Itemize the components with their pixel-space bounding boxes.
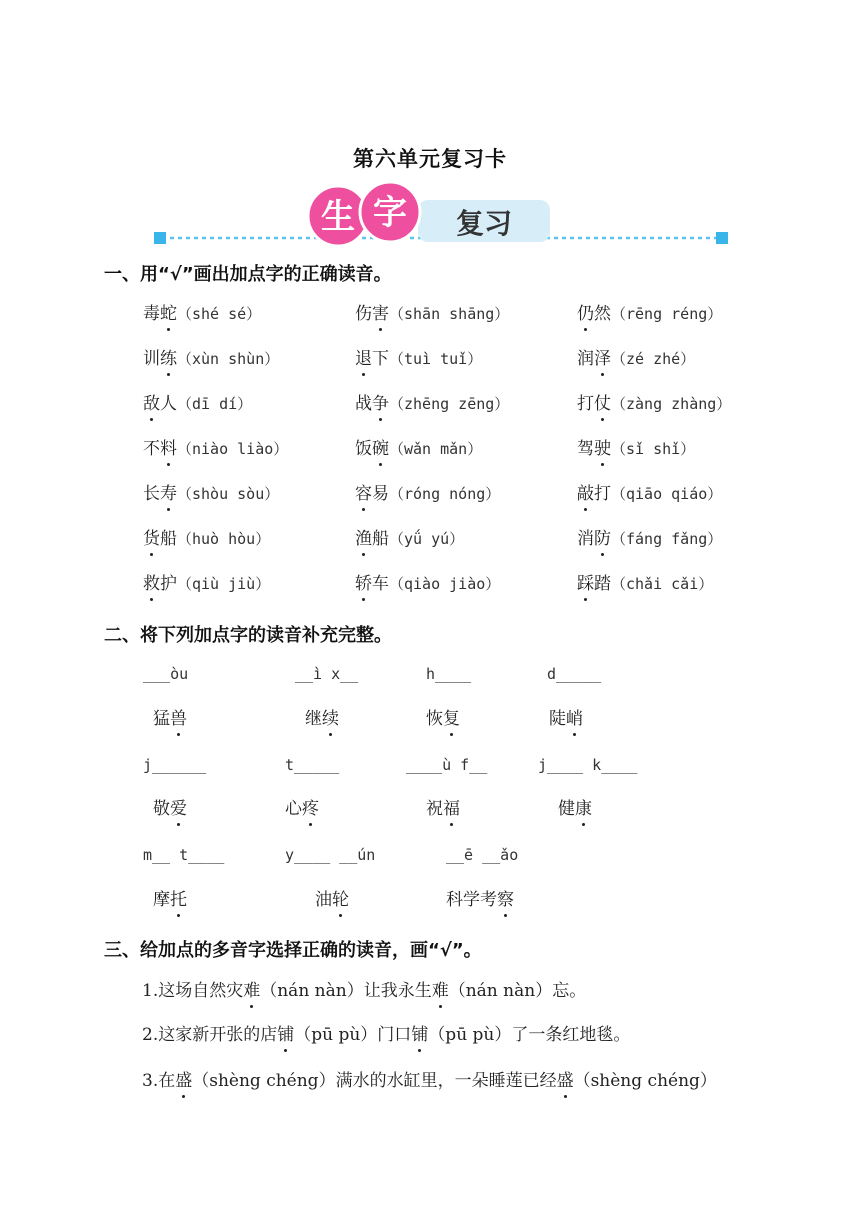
word-char: 陡 — [549, 709, 566, 729]
word-item — [315, 885, 349, 910]
word-char: 猛 — [153, 709, 170, 729]
sentence-text: 3.在 — [142, 1071, 176, 1091]
pinyin-options[interactable]: （shé sé） — [177, 305, 262, 323]
dotted-char: 寿 — [160, 479, 177, 504]
word-char: 训 — [143, 349, 160, 369]
word-char: 心 — [285, 799, 302, 819]
emphasis-dot — [177, 914, 180, 917]
word-item — [143, 434, 288, 459]
word-char: 润 — [577, 349, 594, 369]
pinyin-options[interactable]: （róng nóng） — [389, 485, 501, 503]
sentence-1 — [142, 976, 586, 1001]
pinyin-options[interactable]: （shān shāng） — [389, 305, 510, 323]
emphasis-dot — [309, 823, 312, 826]
word-char: 伤 — [355, 304, 372, 324]
pinyin-blank[interactable]: __ē __ǎo — [446, 846, 519, 864]
word-item — [577, 569, 713, 594]
word-item — [355, 524, 464, 549]
emphasis-dot — [582, 823, 585, 826]
word-char: 消 — [577, 529, 594, 549]
pinyin-options[interactable]: （tuì tuǐ） — [389, 350, 483, 368]
sentence-text: （pū pù）门口 — [294, 1025, 412, 1045]
emphasis-dot — [573, 733, 576, 736]
word-item — [577, 344, 695, 369]
pinyin-blank[interactable]: y____ __ún — [285, 846, 376, 864]
pinyin-options[interactable]: （qiào jiào） — [389, 575, 501, 593]
word-char: 然 — [594, 304, 611, 324]
sentence-text: （pū pù）了一条红地毯。 — [428, 1025, 631, 1045]
sentence-3 — [142, 1066, 717, 1091]
word-item — [577, 389, 731, 414]
dotted-char: 峭 — [566, 704, 583, 729]
page-title: 第六单元复习卡 — [353, 147, 507, 171]
dotted-char: 续 — [322, 704, 339, 729]
emphasis-dot — [379, 463, 382, 466]
dotted-char: 料 — [160, 434, 177, 459]
emphasis-dot — [584, 598, 587, 601]
emphasis-dot — [584, 328, 587, 331]
pinyin-options[interactable]: （huò hòu） — [177, 530, 271, 548]
dotted-char: 退 — [355, 344, 372, 369]
dotted-char: 害 — [372, 299, 389, 324]
word-char: 踏 — [594, 574, 611, 594]
emphasis-dot — [177, 733, 180, 736]
pinyin-blank[interactable]: t_____ — [285, 756, 340, 774]
word-char: 饭 — [355, 439, 372, 459]
emphasis-dot — [284, 1049, 287, 1052]
emphasis-dot — [601, 373, 604, 376]
word-char: 油 — [315, 890, 332, 910]
dotted-char: 敌 — [143, 389, 160, 414]
dotted-char: 福 — [443, 794, 460, 819]
word-item — [355, 344, 482, 369]
pinyin-blank[interactable]: __ì x__ — [295, 665, 359, 683]
sentence-text: 2.这家新开张的店 — [142, 1025, 278, 1045]
word-item — [549, 704, 583, 729]
sentence-text: （shèng chéng）满水的水缸里，一朵睡莲已经 — [192, 1071, 557, 1091]
section1-heading: 一、用“√”画出加点字的正确读音。 — [104, 264, 392, 285]
word-item — [285, 794, 319, 819]
word-item — [153, 885, 187, 910]
word-item — [143, 299, 261, 324]
dotted-char: 敲 — [577, 479, 594, 504]
word-item — [143, 524, 270, 549]
dotted-char: 铺 — [277, 1020, 294, 1045]
emphasis-dot — [362, 598, 365, 601]
pinyin-options[interactable]: （fáng fǎng） — [611, 530, 723, 548]
pinyin-options[interactable]: （shòu sòu） — [177, 485, 280, 503]
dotted-char: 铺 — [411, 1020, 428, 1045]
word-char: 继 — [305, 709, 322, 729]
word-char: 打 — [577, 394, 594, 414]
sentence-text: （nán nàn）忘。 — [448, 981, 587, 1001]
dotted-char: 泽 — [594, 344, 611, 369]
dotted-char: 轿 — [355, 569, 372, 594]
pinyin-blank[interactable]: ____ù f__ — [406, 756, 488, 774]
dotted-char: 轮 — [332, 885, 349, 910]
word-char: 船 — [160, 529, 177, 549]
emphasis-dot — [150, 598, 153, 601]
emphasis-dot — [167, 328, 170, 331]
dotted-char: 蛇 — [160, 299, 177, 324]
dotted-char: 防 — [594, 524, 611, 549]
word-item — [355, 434, 482, 459]
pinyin-options[interactable]: （zàng zhàng） — [611, 395, 732, 413]
emphasis-dot — [329, 733, 332, 736]
dotted-char: 兽 — [170, 704, 187, 729]
section3-heading: 三、给加点的多音字选择正确的读音，画“√”。 — [104, 940, 482, 961]
emphasis-dot — [564, 1095, 567, 1098]
pinyin-options[interactable]: （rēng réng） — [611, 305, 723, 323]
sentence-2 — [142, 1020, 630, 1045]
emphasis-dot — [150, 418, 153, 421]
word-char: 恢 — [426, 709, 443, 729]
word-char: 不 — [143, 439, 160, 459]
word-char: 船 — [372, 529, 389, 549]
dotted-char: 仍 — [577, 299, 594, 324]
word-item — [577, 524, 722, 549]
dotted-char: 争 — [372, 389, 389, 414]
pinyin-options[interactable]: （qiāo qiáo） — [611, 485, 723, 503]
emphasis-dot — [450, 823, 453, 826]
emphasis-dot — [250, 1005, 253, 1008]
pinyin-options[interactable]: （niào liào） — [177, 440, 289, 458]
word-item — [143, 389, 252, 414]
section2-heading: 二、将下列加点字的读音补充完整。 — [104, 625, 392, 646]
dotted-char: 仗 — [594, 389, 611, 414]
word-item — [577, 434, 695, 459]
word-item — [305, 704, 339, 729]
dotted-char: 货 — [143, 524, 160, 549]
dotted-char: 爱 — [170, 794, 187, 819]
dotted-char: 驶 — [594, 434, 611, 459]
emphasis-dot — [504, 914, 507, 917]
banner-label: 复习 — [455, 207, 513, 240]
dotted-char: 察 — [497, 885, 514, 910]
word-item — [355, 569, 500, 594]
emphasis-dot — [379, 418, 382, 421]
word-item — [143, 569, 270, 594]
pinyin-options[interactable]: （chǎi cǎi） — [611, 575, 714, 593]
word-char: 车 — [372, 574, 389, 594]
word-item — [153, 794, 187, 819]
dotted-char: 盛 — [175, 1066, 192, 1091]
word-item — [143, 479, 279, 504]
pinyin-blank[interactable]: h____ — [426, 665, 472, 683]
word-char: 护 — [160, 574, 177, 594]
emphasis-dot — [167, 373, 170, 376]
emphasis-dot — [167, 463, 170, 466]
pinyin-options[interactable]: （dī dí） — [177, 395, 253, 413]
emphasis-dot — [177, 823, 180, 826]
dotted-char: 盛 — [557, 1066, 574, 1091]
word-char: 科学考 — [446, 890, 497, 910]
word-char: 摩 — [153, 890, 170, 910]
dotted-char: 难 — [243, 976, 260, 1001]
word-item — [577, 299, 722, 324]
emphasis-dot — [339, 914, 342, 917]
emphasis-dot — [150, 553, 153, 556]
word-item — [355, 299, 509, 324]
pinyin-blank[interactable]: j____ k____ — [538, 756, 638, 774]
dotted-char: 踩 — [577, 569, 594, 594]
dotted-char: 康 — [575, 794, 592, 819]
dotted-char: 托 — [170, 885, 187, 910]
word-char: 祝 — [426, 799, 443, 819]
dotted-char: 容 — [355, 479, 372, 504]
word-item — [577, 479, 722, 504]
word-char: 打 — [594, 484, 611, 504]
banner-char-2: 字 — [373, 193, 407, 233]
word-item — [426, 704, 460, 729]
word-item — [355, 479, 500, 504]
dotted-char: 碗 — [372, 434, 389, 459]
emphasis-dot — [362, 373, 365, 376]
emphasis-dot — [379, 328, 382, 331]
word-char: 下 — [372, 349, 389, 369]
dotted-char: 疼 — [302, 794, 319, 819]
banner-right-square — [716, 232, 728, 244]
word-item — [143, 344, 279, 369]
banner-char-1: 生 — [321, 197, 355, 237]
emphasis-dot — [362, 508, 365, 511]
word-item — [426, 794, 460, 819]
pinyin-blank[interactable]: d_____ — [547, 665, 602, 683]
pinyin-options[interactable]: （qiù jiù） — [177, 575, 271, 593]
dotted-char: 渔 — [355, 524, 372, 549]
dotted-char: 难 — [432, 976, 449, 1001]
word-char: 战 — [355, 394, 372, 414]
word-char: 健 — [558, 799, 575, 819]
dotted-char: 复 — [443, 704, 460, 729]
pinyin-options[interactable]: （zhēng zēng） — [389, 395, 510, 413]
emphasis-dot — [182, 1095, 185, 1098]
emphasis-dot — [601, 463, 604, 466]
emphasis-dot — [450, 733, 453, 736]
section-banner — [154, 180, 728, 250]
sentence-text: 1.这场自然灾 — [142, 981, 244, 1001]
word-char: 人 — [160, 394, 177, 414]
word-item — [153, 704, 187, 729]
pinyin-blank[interactable]: m__ t____ — [143, 846, 225, 864]
word-char: 毒 — [143, 304, 160, 324]
pinyin-options[interactable]: （zé zhé） — [611, 350, 696, 368]
emphasis-dot — [167, 508, 170, 511]
word-char: 长 — [143, 484, 160, 504]
word-char: 驾 — [577, 439, 594, 459]
dotted-char: 救 — [143, 569, 160, 594]
word-item — [446, 885, 514, 910]
pinyin-options[interactable]: （yǘ yú） — [389, 530, 465, 548]
emphasis-dot — [362, 553, 365, 556]
pinyin-blank[interactable]: j______ — [143, 756, 207, 774]
word-char: 易 — [372, 484, 389, 504]
sentence-text: （nán nàn）让我永生 — [260, 981, 432, 1001]
word-item — [355, 389, 509, 414]
emphasis-dot — [601, 553, 604, 556]
pinyin-options[interactable]: （sǐ shǐ） — [611, 440, 696, 458]
emphasis-dot — [418, 1049, 421, 1052]
word-char: 敬 — [153, 799, 170, 819]
pinyin-options[interactable]: （wǎn mǎn） — [389, 440, 483, 458]
emphasis-dot — [439, 1005, 442, 1008]
banner-left-square — [154, 232, 166, 244]
pinyin-options[interactable]: （xùn shùn） — [177, 350, 280, 368]
emphasis-dot — [584, 508, 587, 511]
emphasis-dot — [601, 418, 604, 421]
word-item — [558, 794, 592, 819]
dotted-char: 练 — [160, 344, 177, 369]
pinyin-blank[interactable]: ___òu — [143, 665, 189, 683]
sentence-text: （shèng chéng） — [573, 1071, 717, 1091]
